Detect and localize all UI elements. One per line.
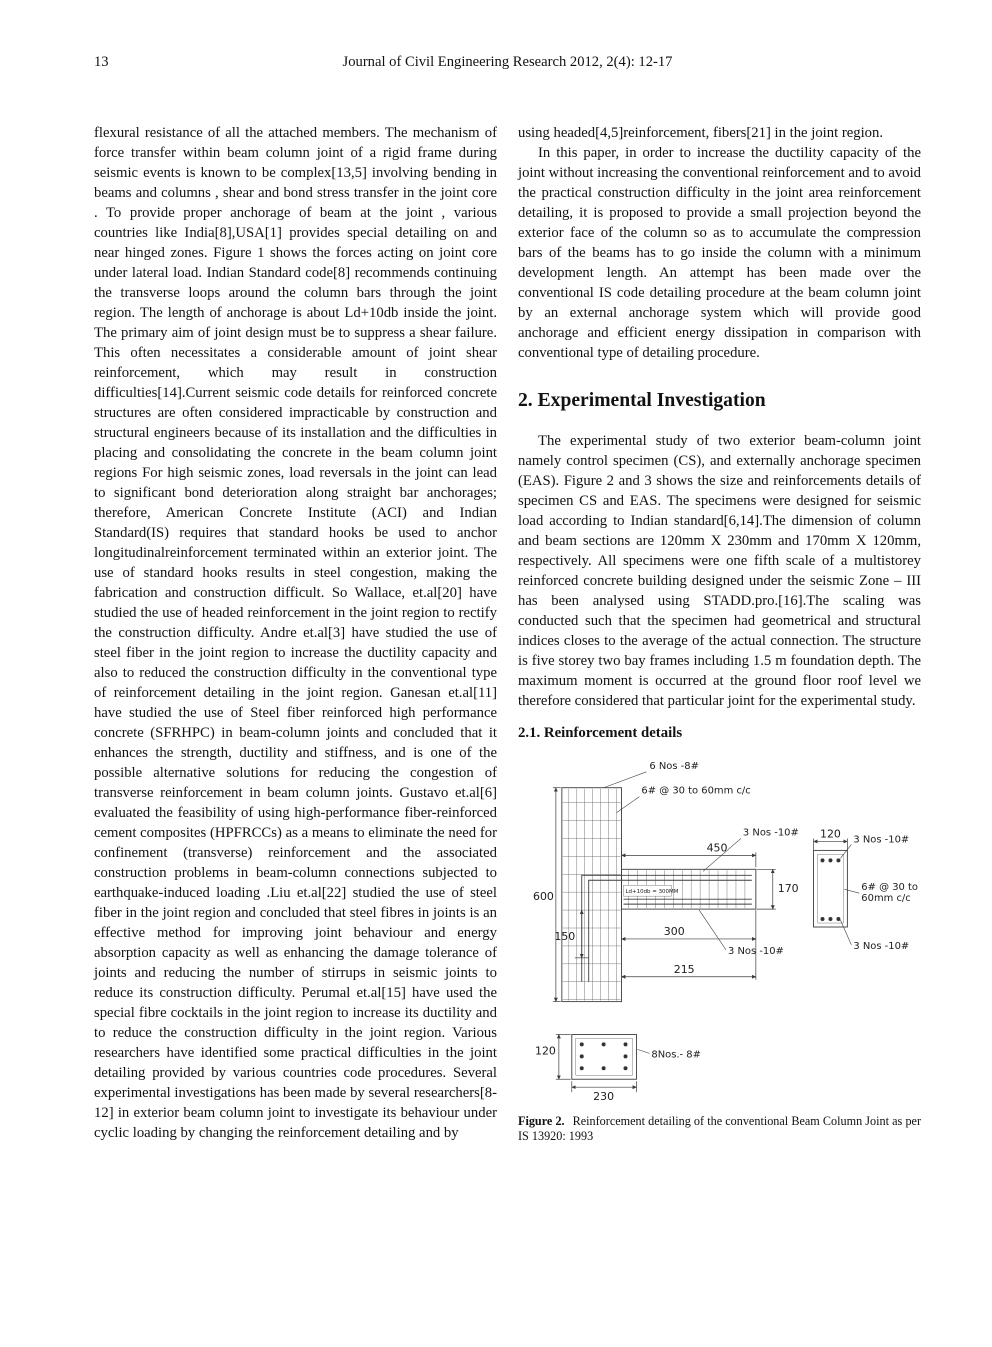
two-column-body	[94, 123, 921, 1145]
left-column	[94, 123, 497, 1143]
figure-2-caption-label: Figure 2.	[518, 1113, 565, 1128]
dimension-300	[622, 910, 756, 944]
figure-2	[518, 752, 921, 1145]
paragraph-experimental-study: The experimental study of two exterior beam-column joint namely control specimen (CS), and externally anchorage specimen (EAS). Figure 2 and 3 shows the size and reinforcements details of specimen CS and EAS. The specimens were designed for seismic load according to Indian standard[6,14].The dimension of column and beam sections are 120mm X 230mm and 170mm X 120mm, respectively. All specimens were one fifth scale of a multistorey reinforced concrete building designed under the seismic Zone – III has been analysed using STADD.pro.[16].The scaling was conducted such that the specimen had geometrical and structural indices closes to the average of the actual connection. The structure is five storey two bay frames including 1.5 m foundation depth. The maximum moment is occurred at the ground floor roof level we therefore considered that particular joint for the experimental study.	[518, 432, 921, 709]
beam-cross-section	[814, 827, 918, 951]
dimension-150	[554, 910, 588, 958]
right-column	[518, 123, 921, 1145]
column-elevation	[562, 787, 622, 1001]
beam-bottom-bars-label: 3 Nos -10#	[727, 945, 784, 957]
beam-top-bars-label: 3 Nos -10#	[742, 827, 799, 839]
paragraph-this-paper: In this paper, in order to increase the ductility capacity of the joint without increasing the conventional reinforcement and to avoid the practical construction difficulty in the joint area reinforcement detailing, it is proposed to provide a small projection beyond the exterior face of the column so as to accumulate the compression bars of the beams has to go inside the column with a minimum development length. An attempt has been made over the conventional IS code detailing procedure at the beam column joint by an external anchorage system which will provide good anchorage and efficient energy dissipation in comparison with conventional type of detailing procedure.	[518, 145, 921, 361]
ld-note-label: Ld+10db = 300MM	[625, 888, 679, 895]
dim-600-label: 600	[532, 889, 554, 903]
ties-label: 6# @ 30 to 60mm c/c	[641, 785, 751, 797]
figure-2-caption-text: Reinforcement detailing of the conventional Beam Column Joint as per IS 13920: 1993	[518, 1113, 922, 1144]
dim-150-label: 150	[554, 929, 576, 943]
col-dim-230-label: 230	[593, 1089, 615, 1103]
dimension-170	[757, 869, 799, 909]
sec-top-bars-label: 3 Nos -10#	[853, 833, 910, 845]
column-cross-section	[535, 1034, 701, 1103]
dimension-450	[622, 841, 756, 867]
dim-300-label: 300	[663, 924, 685, 938]
col-bars-label: 8Nos.- 8#	[651, 1048, 701, 1060]
dimension-600	[533, 787, 561, 1001]
section-heading-experimental-investigation: 2. Experimental Investigation	[518, 390, 766, 411]
reinforcement-diagram	[532, 752, 922, 1104]
sec-ties-label-line1: 6# @ 30 to	[861, 881, 918, 893]
page-number: 13	[94, 54, 109, 70]
sec-dim-120-label: 120	[820, 826, 841, 840]
figure-2-caption	[518, 1114, 921, 1145]
col-dim-120-label: 120	[534, 1043, 556, 1057]
subsection-heading-reinforcement-details: 2.1. Reinforcement details	[518, 724, 683, 741]
sec-bottom-bars-label: 3 Nos -10#	[853, 940, 910, 952]
paragraph-continuation: using headed[4,5]reinforcement, fibers[21] in the joint region.	[518, 125, 884, 141]
dim-450-label: 450	[706, 840, 728, 854]
sec-ties-label-line2: 60mm c/c	[861, 892, 911, 904]
journal-title: Journal of Civil Engineering Research 2012, 2(4): 12-17	[342, 54, 673, 70]
dim-170-label: 170	[777, 881, 799, 895]
dim-215-label: 215	[673, 962, 695, 976]
page-header	[94, 54, 921, 73]
paragraph-introduction-continued: flexural resistance of all the attached members. The mechanism of force transfer within beam column joint of a rigid frame during seismic events is known to be complex[13,5] involving bending in beams and columns , shear and bond stress transfer in the joint core . To provide proper anchorage of beam at the joint , various countries like India[8],USA[1] provides special detailing on and near hinged zones. Figure 1 shows the forces acting on joint core under lateral load. Indian Standard code[8] recommends continuing the transverse loops around the column bars through the joint region. The length of anchorage is about Ld+10db inside the joint. The primary aim of joint design must be to suppress a shear failure. This often necessitates a considerable amount of joint shear reinforcement, which may result in construction difficulties[14].Current seismic code details for reinforced concrete structures are often considered impracticable by construction and structural engineers because of its installation and the difficulties in placing and consolidating the concrete in the beam column joint regions For high seismic zones, load reversals in the joint can lead to significant bond deterioration along straight bar anchorages; therefore, American Concrete Institute (ACI) and Indian Standard(IS) requires that standard hooks be used to anchor longitudinalreinforcement terminated within an exterior joint. The use of standard hooks results in steel congestion, making the fabrication and construction difficult. So Wallace, et.al[20] have studied the use of headed reinforcement in the joint region to rectify the construction difficulty. Andre et.al[3] have studied the use of steel fiber in the joint region to increase the ductility capacity and also to reduced the construction difficulty in the conventional type of reinforcement detailing in the joint region. Ganesan et.al[11] have studied the use of Steel fiber reinforced high performance concrete (SFRHPC) in beam-column joints and concluded that it enhances the strength, ductility and stiffness, and is one of the possible alternative solutions for reducing the congestion of transverse reinforcement in beam column joints. Gustavo et.al[6] evaluated the feasibility of using high-performance fiber-reinforced cement composites (HPFRCCs) as a means to eliminate the need for confinement (transverse) reinforcement and the associated construction problems in beam-column connections subjected to earthquake-induced loading .Liu et.al[22] studied the use of steel fiber in the joint region and concluded that steel fibres in joints is an effective method for improving joint behaviour and energy absorption capacity as well as enhancing the damage tolerance of joints and reducing the number of stirrups in seismic joints to reduce its construction difficulty. Perumal et.al[15] have used the special fibre cocktails in the joint region to increase its ductility and to reduce the construction difficulty in the joint region. Various researchers have identified some practical difficulties in the joint detailing provided by various countries code procedures. Several experimental investigations has been made by several researchers[8-12] in exterior beam column joint to investigate its behaviour under cyclic loading by changing the reinforcement detailing and by	[94, 125, 497, 1141]
top-bars-label: 6 Nos -8#	[649, 760, 699, 772]
